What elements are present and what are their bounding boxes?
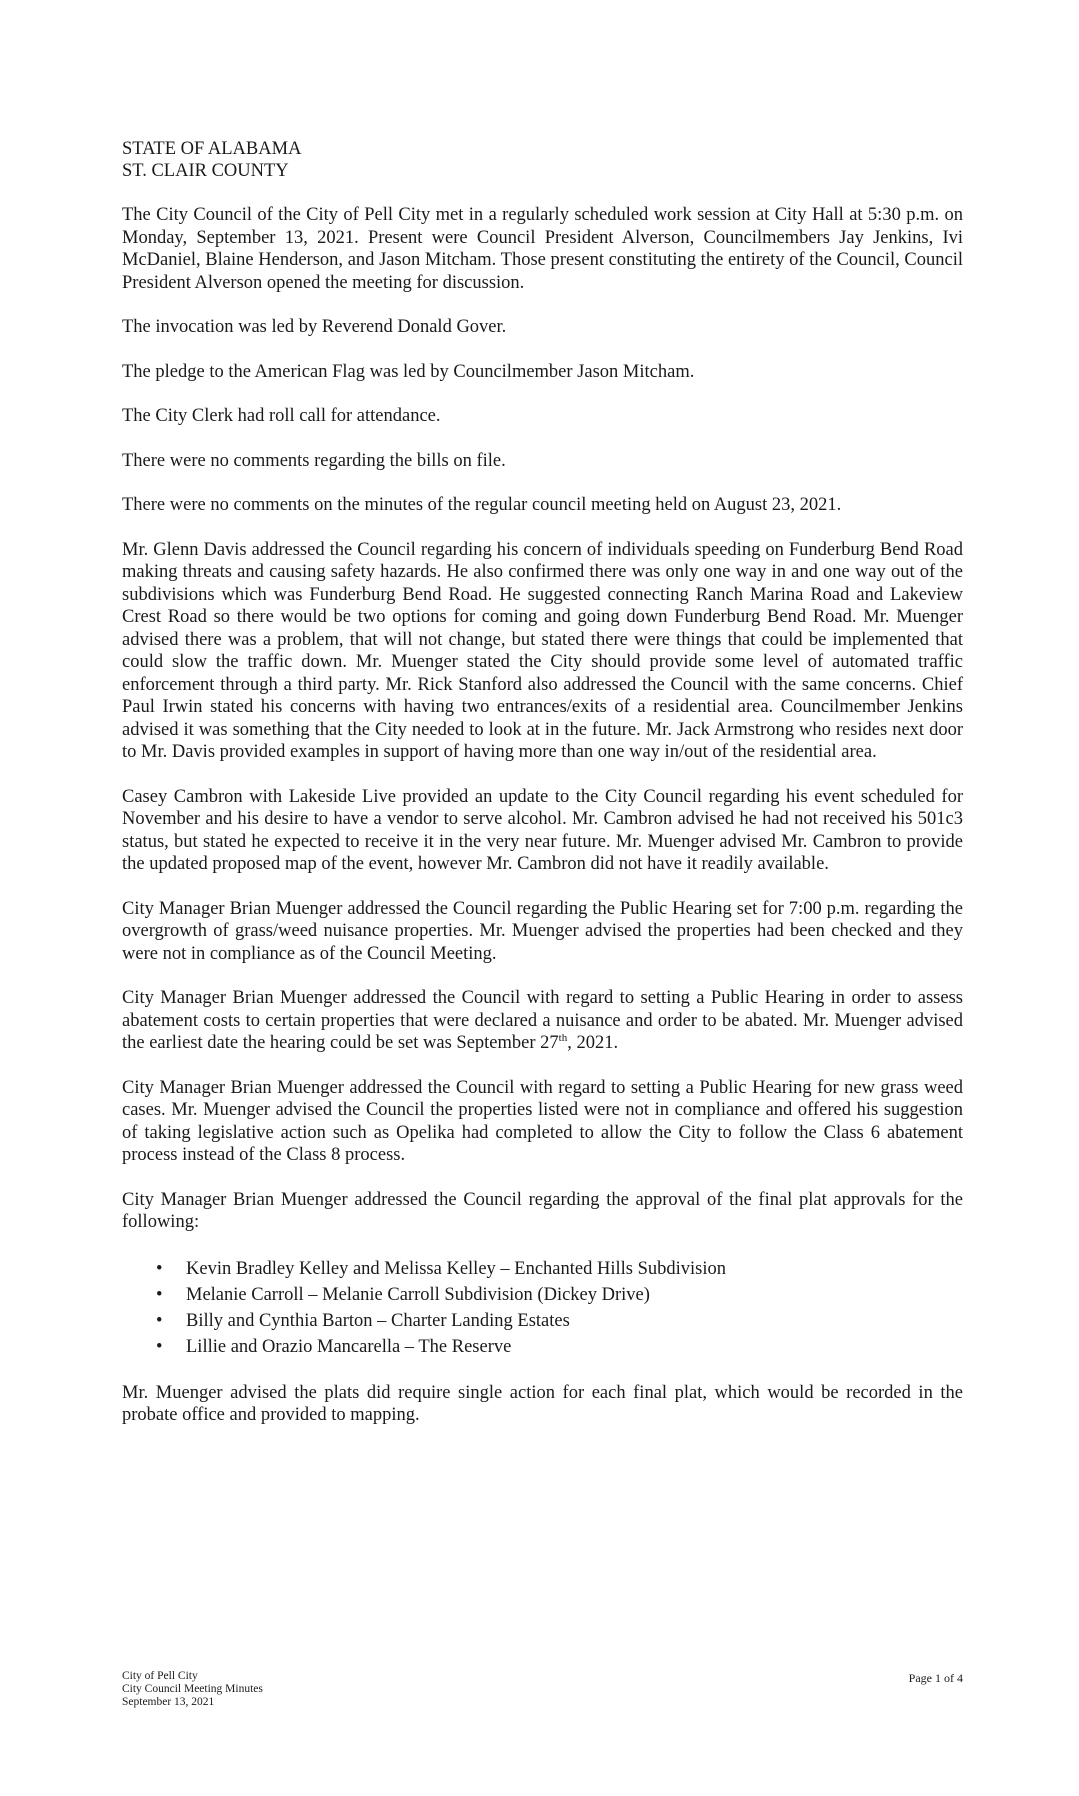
pledge-paragraph: The pledge to the American Flag was led by Councilmember Jason Mitcham. [122,361,695,382]
lakeside-live-paragraph: Casey Cambron with Lakeside Live provided an update to the City Council regarding his event scheduled for November and his desire to have a vendor to serve alcohol. Mr. Cambron advised he had not received his 501c3 status, but stated he expected to receive it in the very near future. Mr. Muenger advised Mr. Cambron to provide the updated proposed map of the event, however Mr. Cambron did not have it readily available. [122,786,963,874]
bullet-icon: • [156,1258,163,1279]
list-item [156,1308,963,1334]
final-plat-list [122,1256,963,1360]
county-heading: ST. CLAIR COUNTY [122,161,289,181]
public-hearing-paragraph: City Manager Brian Muenger addressed the Council regarding the Public Hearing set for 7:00 p.m. regarding the overgrowth of grass/weed nuisance properties. Mr. Muenger advised the properties had been checked and they were not in compliance as of the Council Meeting. [122,898,963,964]
bullet-icon: • [156,1336,163,1357]
page-footer [122,1670,963,1709]
abatement-text-before: City Manager Brian Muenger addressed the Council with regard to setting a Public Hearing in order to assess abatement costs to certain properties that were declared a nuisance and order to be abated. Mr. Muenger advised the earliest date the hearing could be set was September 27 [122,988,963,1053]
list-item-text: Billy and Cynthia Barton – Charter Landing Estates [186,1310,570,1331]
davis-traffic-paragraph: Mr. Glenn Davis addressed the Council regarding his concern of individuals speeding on Funderburg Bend Road making threats and causing safety hazards. He also confirmed there was only one way in and one way out of the subdivisions which was Funderburg Bend Road. He suggested connecting Ranch Marina Road and Lakeview Crest Road so there would be two options for coming and going down Funderburg Bend Road. Mr. Muenger advised there was a problem, that will not change, but stated there were things that could be implemented that could slow the traffic down. Mr. Muenger stated the City should provide some level of automated traffic enforcement through a third party. Mr. Rick Stanford also addressed the Council with the same concerns. Chief Paul Irwin stated his concerns with having two entrances/exits of a residential area. Councilmember Jenkins advised it was something that the City needed to look at in the future. Mr. Jack Armstrong who resides next door to Mr. Davis provided examples in support of having more than one way in/out of the residential area. [122,539,963,762]
minutes-paragraph: There were no comments on the minutes of the regular council meeting held on August 23, 2021. [122,495,842,515]
roll-call-paragraph: The City Clerk had roll call for attendance. [122,406,441,426]
abatement-text-after: , 2021. [567,1033,619,1053]
grass-weed-paragraph: City Manager Brian Muenger addressed the Council with regard to setting a Public Hearing for new grass weed cases. Mr. Muenger advised the Council the properties listed were not in compliance and offered his suggestion of taking legislative action such as Opelika had completed to allow the City to follow the Class 6 abatement process instead of the Class 8 process. [122,1077,963,1165]
plat-action-paragraph: Mr. Muenger advised the plats did require single action for each final plat, which would be recorded in the probate office and provided to mapping. [122,1382,963,1425]
ordinal-suffix: th [558,1031,568,1044]
footer-doc-title: City Council Meeting Minutes [122,1683,263,1695]
list-item [156,1282,963,1308]
list-item-text: Lillie and Orazio Mancarella – The Reserve [186,1336,512,1357]
page-number: Page 1 of 4 [908,1671,963,1685]
invocation-paragraph: The invocation was led by Reverend Donald Gover. [122,317,507,337]
opening-paragraph: The City Council of the City of Pell City met in a regularly scheduled work session at City Hall at 5:30 p.m. on Monday, September 13, 2021. Present were Council President Alverson, Councilmembers Jay Jenkins, Ivi McDaniel, Blaine Henderson, and Jason Mitcham. Those present constituting the entirety of the Council, Council President Alverson opened the meeting for discussion. [122,205,963,293]
final-plat-paragraph: City Manager Brian Muenger addressed the Council regarding the approval of the final plat approvals for the following: [122,1189,963,1232]
bullet-icon: • [156,1284,163,1305]
list-item [156,1334,963,1360]
footer-left [122,1670,263,1709]
bullet-icon: • [156,1310,163,1331]
list-item [156,1256,963,1282]
footer-city: City of Pell City [122,1670,198,1682]
bills-paragraph: There were no comments regarding the bills on file. [122,450,506,471]
abatement-costs-paragraph [122,987,963,1055]
list-item-text: Melanie Carroll – Melanie Carroll Subdivision (Dickey Drive) [186,1284,650,1305]
document-header [122,138,963,182]
footer-date: September 13, 2021 [122,1696,215,1708]
list-item-text: Kevin Bradley Kelley and Melissa Kelley – Enchanted Hills Subdivision [186,1258,726,1279]
state-heading: STATE OF ALABAMA [122,139,302,159]
